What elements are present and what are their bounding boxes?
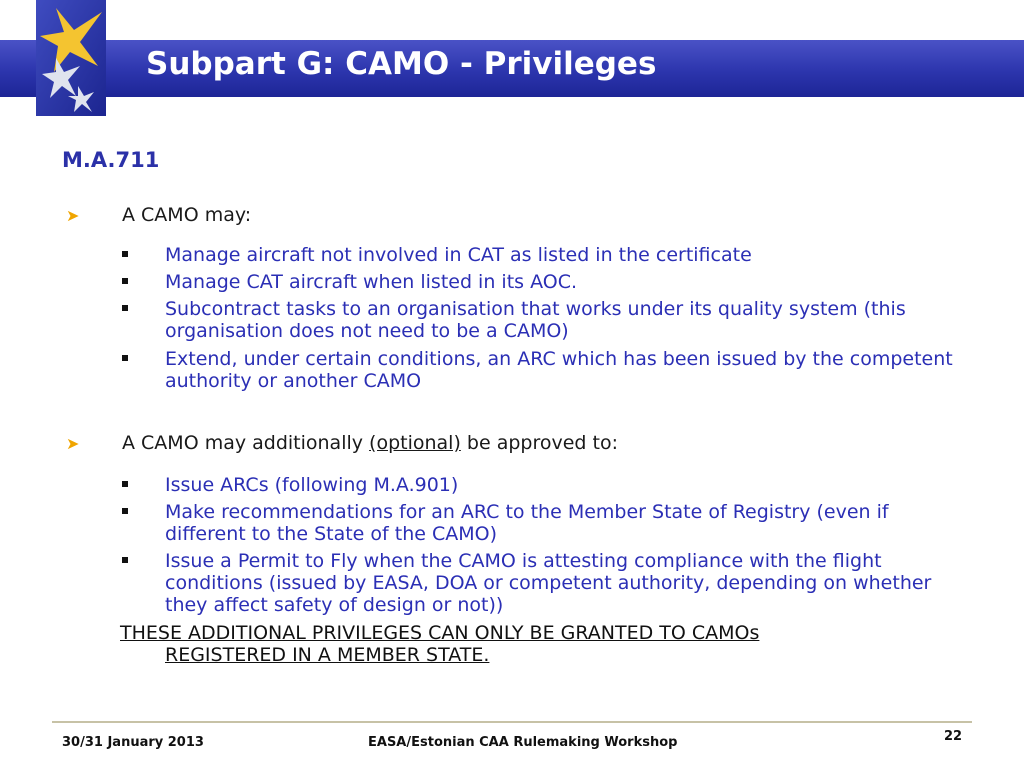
list-item bbox=[122, 501, 962, 545]
square-bullet-icon bbox=[122, 355, 128, 361]
list-item bbox=[122, 348, 962, 392]
list-item-text: Make recommendations for an ARC to the Member State of Registry (even if different to the State of the CAMO) bbox=[165, 501, 889, 545]
footer-date: 30/31 January 2013 bbox=[62, 735, 204, 750]
slide-title: Subpart G: CAMO - Privileges bbox=[146, 46, 657, 82]
page-number: 22 bbox=[944, 729, 963, 744]
list-item bbox=[122, 298, 962, 342]
square-bullet-icon bbox=[122, 557, 128, 563]
square-bullet-icon bbox=[122, 305, 128, 311]
list-item bbox=[122, 550, 962, 616]
footer-event: EASA/Estonian CAA Rulemaking Workshop bbox=[368, 735, 678, 750]
arrow-bullet-icon: ➤ bbox=[66, 206, 80, 225]
list-item-text: Manage aircraft not involved in CAT as listed in the certificate bbox=[165, 244, 752, 266]
square-bullet-icon bbox=[122, 508, 128, 514]
square-bullet-icon bbox=[122, 481, 128, 487]
note-line-2: REGISTERED IN A MEMBER STATE. bbox=[165, 644, 490, 666]
easa-logo-icon bbox=[36, 0, 106, 116]
square-bullet-icon bbox=[122, 251, 128, 257]
optional-label: (optional) bbox=[369, 432, 461, 454]
list-item-text: Manage CAT aircraft when listed in its AOC. bbox=[165, 271, 578, 293]
list-item-text: Issue a Permit to Fly when the CAMO is attesting compliance with the flight conditions (issued by EASA, DOA or competent authority, depending on whether they affect safety of design or not)) bbox=[165, 550, 932, 616]
list-item-text: Issue ARCs (following M.A.901) bbox=[165, 474, 459, 496]
main-bullet-text: A CAMO may: bbox=[122, 204, 252, 226]
list-item-text: Subcontract tasks to an organisation that works under its quality system (this organisation does not need to be a CAMO) bbox=[165, 298, 906, 342]
section-label: M.A.711 bbox=[62, 148, 160, 172]
arrow-bullet-icon: ➤ bbox=[66, 434, 80, 453]
main-bullet-text: A CAMO may additionally (optional) be approved to: bbox=[122, 432, 618, 454]
square-bullet-icon bbox=[122, 278, 128, 284]
privilege-note bbox=[120, 622, 960, 666]
footer-divider bbox=[52, 721, 972, 723]
slide-header bbox=[0, 0, 1024, 100]
note-line-1: THESE ADDITIONAL PRIVILEGES CAN ONLY BE GRANTED TO CAMOs bbox=[120, 622, 760, 644]
list-item-text: Extend, under certain conditions, an ARC which has been issued by the competent authority or another CAMO bbox=[165, 348, 953, 392]
list-item bbox=[122, 474, 962, 496]
list-item bbox=[122, 271, 962, 293]
list-item bbox=[122, 244, 962, 266]
